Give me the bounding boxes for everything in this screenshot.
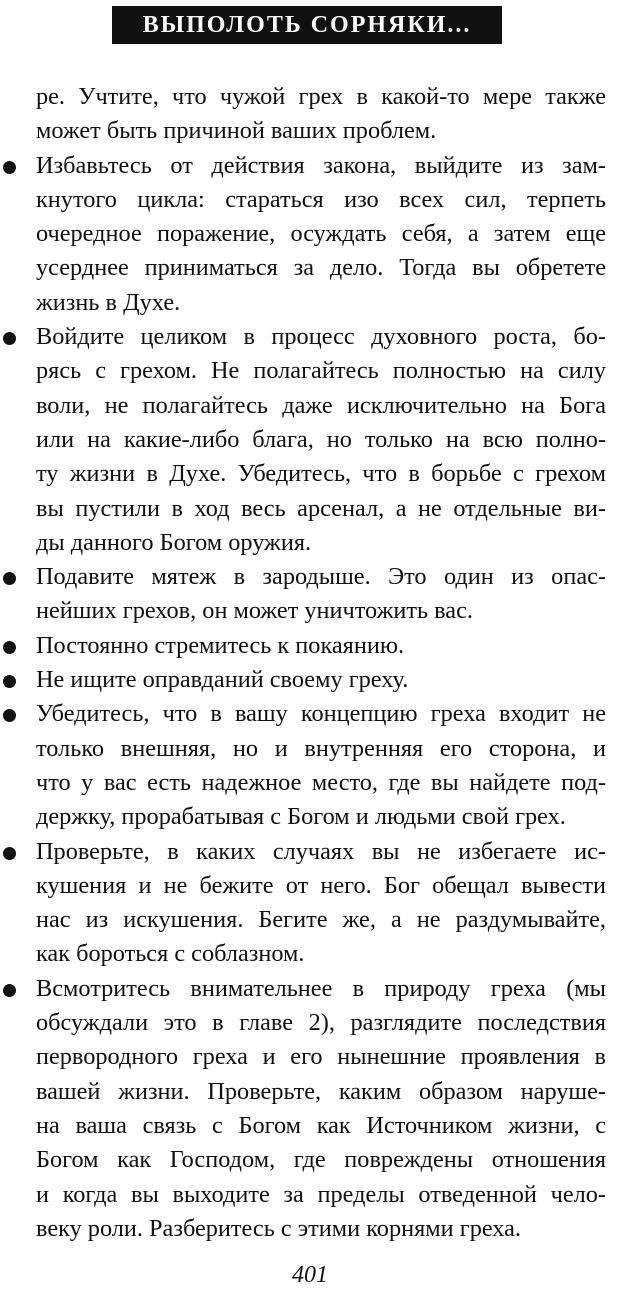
bullet-list-item: [0, 972, 620, 1246]
text-line: жизнь в Духе.: [36, 288, 181, 316]
text-line: очередное поражение, осуждать себя, а затем еще: [36, 220, 606, 248]
bullet-icon: [3, 847, 16, 860]
text-line: воли, не полагайтесь даже исключительно на Бога: [36, 391, 606, 419]
bullet-icon: [3, 161, 16, 174]
text-line: или на какие-либо блага, но только на всю полно-: [36, 425, 606, 453]
running-header-title: ВЫПОЛОТЬ СОРНЯКИ...: [142, 11, 472, 38]
text-line: что у вас есть надежное место, где вы найдете под-: [36, 768, 606, 796]
bullet-icon: [3, 641, 16, 654]
text-line: Богом как Господом, где повреждены отношения: [36, 1146, 606, 1174]
bullet-list-item: [0, 629, 620, 663]
text-paragraph: [0, 80, 620, 149]
text-line: ту жизни в Духе. Убедитесь, что в борьбе с грехом: [36, 460, 606, 488]
bullet-list-item: [0, 663, 620, 697]
text-line: нейших грехов, он может уничтожить вас.: [36, 597, 473, 625]
bullet-icon: [3, 709, 16, 722]
text-line: может быть причиной ваших проблем.: [36, 117, 437, 145]
bullet-list-item: [0, 560, 620, 629]
bullet-list-item: [0, 320, 620, 560]
text-line: ды данного Богом оружия.: [36, 528, 312, 556]
text-line: Войдите целиком в процесс духовного роста, бо-: [36, 323, 606, 351]
bullet-list-item: [0, 149, 620, 320]
text-line: Проверьте, в каких случаях вы не избегаете ис-: [36, 837, 606, 865]
text-line: усерднее приниматься за дело. Тогда вы обретете: [36, 254, 606, 282]
bullet-icon: [3, 572, 16, 585]
page-body: [0, 80, 620, 1246]
text-line: вы пустили в ход весь арсенал, а не отдельные ви-: [36, 494, 606, 522]
running-header: [112, 6, 502, 44]
bullet-icon: [3, 332, 16, 345]
text-line: нас из искушения. Бегите же, а не раздумывайте,: [36, 906, 606, 934]
text-line: и когда вы выходите за пределы отведенной чело-: [36, 1180, 606, 1208]
bullet-icon: [3, 675, 16, 688]
text-line: ре. Учтите, что чужой грех в какой-то мере также: [36, 83, 606, 110]
text-line: только внешняя, но и внутренняя его сторона, и: [36, 734, 606, 762]
bullet-icon: [3, 984, 16, 997]
text-line: рясь с грехом. Не полагайтесь полностью на силу: [36, 357, 606, 385]
text-line: веку роли. Разберитесь с этими корнями греха.: [36, 1214, 521, 1242]
text-line: Постоянно стремитесь к покаянию.: [36, 631, 405, 659]
page-number: 401: [292, 1262, 328, 1288]
text-line: Всмотритесь внимательнее в природу греха (мы: [36, 974, 606, 1002]
text-line: Избавьтесь от действия закона, выйдите из зам-: [36, 151, 606, 179]
text-line: Не ищите оправданий своему греху.: [36, 666, 409, 694]
text-line: как бороться с соблазном.: [36, 940, 305, 968]
text-line: обсуждали это в главе 2), разглядите последствия: [36, 1009, 606, 1037]
text-line: Подавите мятеж в зародыше. Это один из опас-: [36, 563, 606, 591]
text-line: Убедитесь, что в вашу концепцию греха входит не: [36, 700, 606, 728]
text-line: держку, прорабатывая с Богом и людьми свой грех.: [36, 803, 566, 831]
text-line: кушения и не бежите от него. Бог обещал вывести: [36, 871, 606, 899]
text-line: на ваша связь с Богом как Источником жизни, с: [36, 1111, 606, 1139]
text-line: первородного греха и его нынешние проявления в: [36, 1043, 606, 1071]
bullet-list-item: [0, 697, 620, 834]
text-line: кнутого цикла: стараться изо всех сил, терпеть: [36, 185, 606, 213]
text-line: вашей жизни. Проверьте, каким образом наруше-: [36, 1077, 606, 1105]
bullet-list-item: [0, 835, 620, 972]
